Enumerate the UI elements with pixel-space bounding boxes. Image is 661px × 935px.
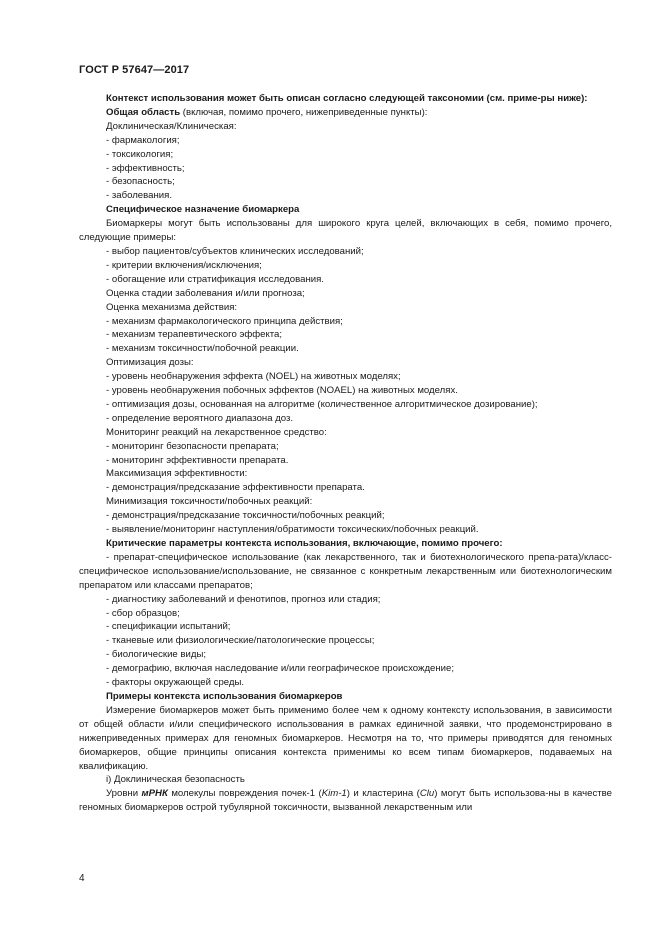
paragraph [79, 704, 612, 774]
paragraph-text: - оптимизация дозы, основанная на алгоритме (количественное алгоритмическое дозирование); [106, 398, 538, 410]
paragraph [79, 509, 612, 523]
paragraph-text: - мониторинг эффективности препарата. [106, 454, 289, 466]
paragraph [79, 426, 612, 440]
paragraph [79, 245, 612, 259]
paragraph [79, 467, 612, 481]
paragraph-text: - диагностику заболеваний и фенотипов, прогноз или стадия; [106, 593, 381, 605]
paragraph [79, 356, 612, 370]
paragraph [79, 328, 612, 342]
paragraph [79, 301, 612, 315]
paragraph [79, 217, 612, 245]
paragraph-text: Биомаркеры могут быть использованы для широкого круга целей, включающих в себя, помимо прочего, следующие примеры: [79, 218, 612, 244]
paragraph [79, 523, 612, 537]
paragraph [79, 92, 612, 106]
paragraph-text: Доклиническая/Клиническая: [106, 120, 237, 132]
paragraph-text: Kim-1 [321, 788, 347, 800]
paragraph [79, 495, 612, 509]
paragraph [79, 690, 612, 704]
paragraph-heading: Общая область [106, 106, 181, 118]
paragraph [79, 370, 612, 384]
paragraph-text: - демонстрация/предсказание эффективности препарата. [106, 482, 365, 494]
paragraph [79, 620, 612, 634]
paragraph-text: - механизм токсичности/побочной реакции. [106, 343, 299, 355]
paragraph-text: - заболевания. [106, 190, 172, 202]
paragraph [79, 481, 612, 495]
paragraph [79, 259, 612, 273]
paragraph-text: - критерии включения/исключения; [106, 259, 262, 271]
paragraph [79, 120, 612, 134]
paragraph [79, 342, 612, 356]
paragraph-text: (включая, помимо прочего, нижеприведенные пункты): [180, 106, 428, 118]
paragraph [79, 273, 612, 287]
paragraph-text: - биологические виды; [106, 649, 207, 661]
paragraph-text: - выбор пациентов/субъектов клинических исследований; [106, 245, 364, 257]
paragraph-text: Минимизация токсичности/побочных реакций: [106, 496, 313, 508]
paragraph-text: молекулы повреждения почек-1 ( [167, 788, 322, 800]
paragraph-text: - определение вероятного диапазона доз. [106, 412, 294, 424]
paragraph [79, 787, 612, 815]
document-header: ГОСТ Р 57647—2017 [79, 64, 190, 76]
paragraph [79, 384, 612, 398]
paragraph-text: - мониторинг безопасности препарата; [106, 440, 279, 452]
paragraph-text: - уровень необнаружения эффекта (NOEL) на животных моделях; [106, 371, 401, 383]
paragraph-text: - обогащение или стратификация исследования. [106, 273, 324, 285]
paragraph [79, 773, 612, 787]
paragraph-text: Специфическое назначение биомаркера [106, 204, 300, 216]
paragraph-text: - эффективность; [106, 162, 185, 174]
paragraph [79, 287, 612, 301]
paragraph-text: - факторы окружающей среды. [106, 677, 245, 689]
paragraph-text: - уровень необнаружения побочных эффектов (NOAEL) на животных моделях. [106, 385, 458, 397]
paragraph-text: мРНК [141, 788, 168, 800]
paragraph [79, 106, 612, 120]
paragraph [79, 607, 612, 621]
paragraph [79, 189, 612, 203]
paragraph-text: - спецификации испытаний; [106, 621, 231, 633]
paragraph-text: - механизм терапевтического эффекта; [106, 329, 283, 341]
paragraph [79, 593, 612, 607]
page-number: 4 [79, 873, 85, 884]
paragraph-text: Примеры контекста использования биомаркеров [106, 690, 343, 702]
paragraph-text: - безопасность; [106, 176, 175, 188]
paragraph-text: Измерение биомаркеров может быть применимо более чем к одному контексту использования, в зависимости от общей области и/или специфического использования в рамках единичной заявки, что продемонстрировано в нижеприведенных примерах для геномных биомаркеров. Несмотря на то, что примеры приводятся для геномных биомаркеров, общие принципы описания контекста применимы ко всем типам биомаркеров, подаваемых на квалификацию. [79, 704, 612, 772]
paragraph-text: - фармакология; [106, 134, 180, 146]
paragraph-text: Критические параметры контекста использования, включающие, помимо прочего: [106, 538, 503, 549]
paragraph-text: Мониторинг реакций на лекарственное средство: [106, 426, 327, 438]
paragraph [79, 398, 612, 412]
paragraph-text: - сбор образцов; [106, 607, 180, 619]
paragraph [79, 676, 612, 690]
paragraph-text: ) могут быть использова-ны в качестве геномных биомаркеров острой тубулярной токсичности, вызванной лекарственным или [79, 788, 612, 814]
paragraph-text: Оценка стадии заболевания и/или прогноза; [106, 287, 305, 299]
paragraph-text: Оценка механизма действия: [106, 301, 238, 313]
paragraph-text: - демонстрация/предсказание токсичности/побочных реакций; [106, 510, 385, 522]
paragraph-text: - демографию, включая наследование и/или географическое происхождение; [106, 663, 455, 675]
paragraph [79, 134, 612, 148]
paragraph [79, 634, 612, 648]
paragraph [79, 551, 612, 593]
paragraph [79, 315, 612, 329]
document-body [79, 92, 612, 815]
paragraph [79, 454, 612, 468]
paragraph-text: - выявление/мониторинг наступления/обратимости токсических/побочных реакций. [106, 524, 479, 536]
paragraph [79, 148, 612, 162]
paragraph [79, 175, 612, 189]
paragraph-text: Оптимизация дозы: [106, 357, 194, 369]
paragraph [79, 203, 612, 217]
paragraph-text: Максимизация эффективности: [106, 468, 248, 480]
paragraph [79, 662, 612, 676]
paragraph-text: ) и кластерина ( [346, 788, 420, 800]
paragraph-text: i) Доклиническая безопасность [106, 774, 245, 786]
paragraph-text: - препарат-специфическое использование (как лекарственного, так и биотехнологического препа-рата)/класс-специфическое использование/использование, не связанное с конкретным лекарственным или биотехнологическим препаратом или классами препаратов; [79, 551, 612, 591]
paragraph [79, 412, 612, 426]
paragraph-text: Уровни [106, 788, 142, 800]
paragraph-text: Clu [419, 788, 435, 800]
paragraph [79, 440, 612, 454]
paragraph-text: - токсикология; [106, 148, 174, 160]
paragraph-text: Контекст использования может быть описан согласно следующей таксономии (см. приме-ры ниже): [106, 93, 588, 104]
paragraph [79, 648, 612, 662]
paragraph [79, 537, 612, 551]
paragraph-text: - механизм фармакологического принципа действия; [106, 315, 343, 327]
paragraph-text: - тканевые или физиологические/патологические процессы; [106, 635, 375, 647]
paragraph [79, 162, 612, 176]
